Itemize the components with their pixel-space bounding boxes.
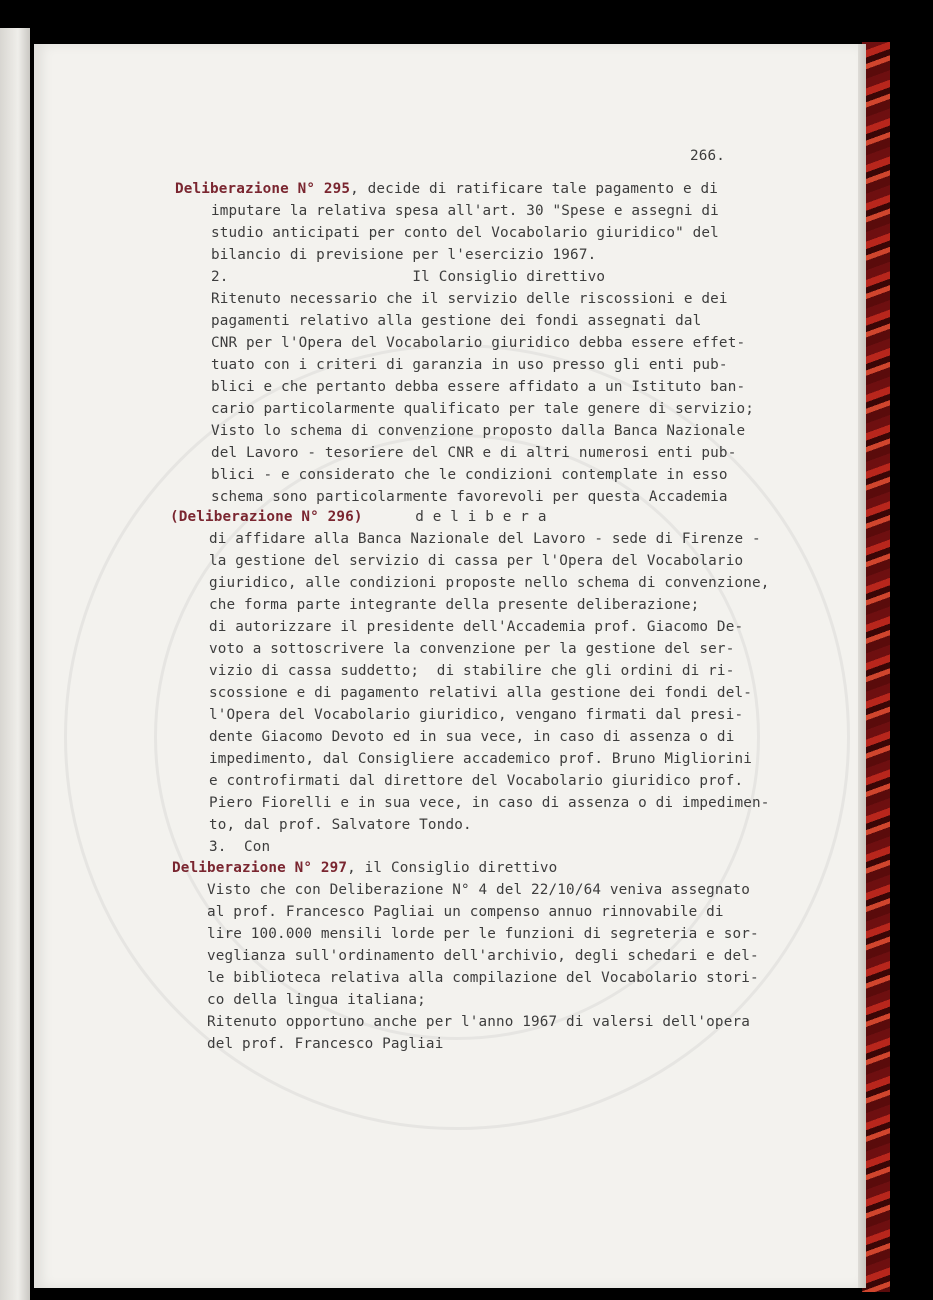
text-line: tuato con i criteri di garanzia in uso presso gli enti pub- [211, 357, 728, 373]
text-line: Visto lo schema di convenzione proposto dalla Banca Nazionale [211, 423, 746, 439]
text-line: Visto che con Deliberazione N° 4 del 22/10/64 veniva assegnato [207, 882, 750, 898]
document-page [34, 44, 858, 1288]
text-line: blici - e considerato che le condizioni contemplate in esso [211, 467, 728, 483]
deliberation-number: (Deliberazione N° 296) [170, 509, 363, 525]
text-line: cario particolarmente qualificato per tale genere di servizio; [211, 401, 754, 417]
text-line: Ritenuto opportuno anche per l'anno 1967 di valersi dell'opera [207, 1014, 750, 1030]
text-line: impedimento, dal Consigliere accademico prof. Bruno Migliorini [209, 751, 752, 767]
page-number: 266. [690, 148, 726, 164]
left-page-edge [0, 28, 30, 1300]
text-line: schema sono particolarmente favorevoli per questa Accademia [211, 489, 728, 505]
text-line: di autorizzare il presidente dell'Accademia prof. Giacomo De- [209, 619, 744, 635]
text-line: 3. Con [209, 839, 271, 855]
text-line: che forma parte integrante della presente deliberazione; [209, 597, 700, 613]
text-line: bilancio di previsione per l'esercizio 1967. [211, 247, 597, 263]
text-line: la gestione del servizio di cassa per l'Opera del Vocabolario [209, 553, 744, 569]
text-line: (Deliberazione N° 296) d e l i b e r a [170, 509, 547, 525]
text-line: al prof. Francesco Pagliai un compenso annuo rinnovabile di [207, 904, 724, 920]
text-line: blici e che pertanto debba essere affidato a un Istituto ban- [211, 379, 746, 395]
text-line: pagamenti relativo alla gestione dei fondi assegnati dal [211, 313, 702, 329]
text-line: veglianza sull'ordinamento dell'archivio, degli schedari e del- [207, 948, 759, 964]
marbled-cover-edge [862, 42, 890, 1292]
text-line: e controfirmati dal direttore del Vocabolario giuridico prof. [209, 773, 744, 789]
text-line: di affidare alla Banca Nazionale del Lavoro - sede di Firenze - [209, 531, 761, 547]
text-line: del prof. Francesco Pagliai [207, 1036, 444, 1052]
text-line: giuridico, alle condizioni proposte nello schema di convenzione, [209, 575, 770, 591]
text-line: CNR per l'Opera del Vocabolario giuridico debba essere effet- [211, 335, 746, 351]
text-line: voto a sottoscrivere la convenzione per la gestione del ser- [209, 641, 735, 657]
deliberation-number: Deliberazione N° 295 [175, 181, 351, 197]
text-line: studio anticipati per conto del Vocabolario giuridico" del [211, 225, 719, 241]
text-line: Deliberazione N° 295, decide di ratificare tale pagamento e di [175, 181, 718, 197]
text-line: le biblioteca relativa alla compilazione del Vocabolario stori- [207, 970, 759, 986]
text-line: dente Giacomo Devoto ed in sua vece, in caso di assenza o di [209, 729, 735, 745]
text-line: 2. Il Consiglio direttivo [211, 269, 606, 285]
text-line: imputare la relativa spesa all'art. 30 "Spese e assegni di [211, 203, 719, 219]
text-line: lire 100.000 mensili lorde per le funzioni di segreteria e sor- [207, 926, 759, 942]
text-line: scossione e di pagamento relativi alla gestione dei fondi del- [209, 685, 752, 701]
text-line: to, dal prof. Salvatore Tondo. [209, 817, 472, 833]
text-line: l'Opera del Vocabolario giuridico, vengano firmati dal presi- [209, 707, 744, 723]
text-line: co della lingua italiana; [207, 992, 426, 1008]
text-line: del Lavoro - tesoriere del CNR e di altri numerosi enti pub- [211, 445, 737, 461]
text-line: Deliberazione N° 297, il Consiglio direttivo [172, 860, 558, 876]
text-line: Ritenuto necessario che il servizio delle riscossioni e dei [211, 291, 728, 307]
text-line: Piero Fiorelli e in sua vece, in caso di assenza o di impedimen- [209, 795, 770, 811]
text-line: vizio di cassa suddetto; di stabilire che gli ordini di ri- [209, 663, 735, 679]
deliberation-number: Deliberazione N° 297 [172, 860, 348, 876]
